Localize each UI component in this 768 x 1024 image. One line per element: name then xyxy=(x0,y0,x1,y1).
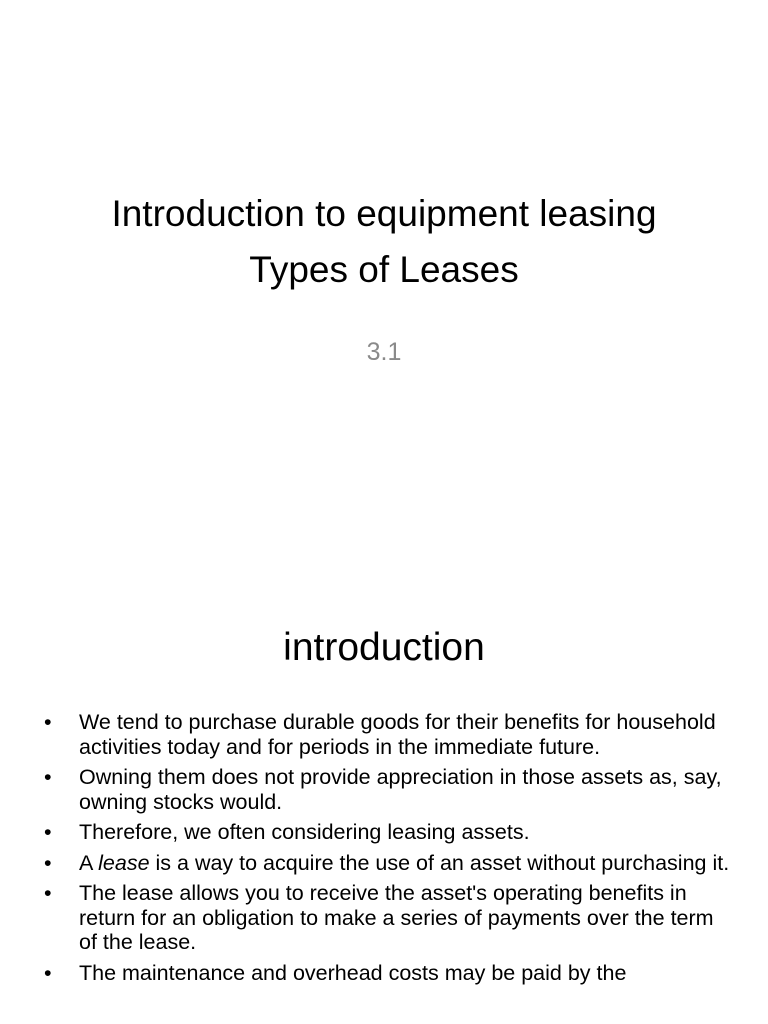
list-item xyxy=(44,710,734,759)
bullet-icon: • xyxy=(44,960,52,985)
bullet-text: The lease allows you to receive the asset's operating benefits in return for an obligation to make a series of payments over the term of the lease. xyxy=(79,881,714,954)
slide-subtitle: 3.1 xyxy=(366,338,402,366)
list-item xyxy=(44,961,734,986)
bullet-icon: • xyxy=(44,765,52,789)
list-item xyxy=(44,820,734,845)
slide-heading: introduction xyxy=(283,626,485,669)
bullet-text-prefix: A xyxy=(79,850,99,875)
bullet-icon: • xyxy=(44,710,52,734)
content-slide xyxy=(0,576,768,1024)
bullet-icon: • xyxy=(44,820,52,844)
bullet-text: The maintenance and overhead costs may be paid by the xyxy=(79,960,627,985)
bullet-text xyxy=(79,851,729,875)
bullet-list xyxy=(44,710,734,991)
list-item xyxy=(44,851,734,876)
list-item xyxy=(44,765,734,814)
bullet-icon: • xyxy=(44,881,52,905)
slide-title: Introduction to equipment leasing Types of Leases xyxy=(111,193,657,290)
bullet-text: Owning them does not provide appreciation in those assets as, say, owning stocks would. xyxy=(79,765,722,814)
list-item xyxy=(44,881,734,955)
bullet-icon: • xyxy=(44,850,52,875)
bullet-text: Therefore, we often considering leasing assets. xyxy=(79,820,530,844)
bullet-text: We tend to purchase durable goods for their benefits for household activities today and for periods in the immediate future. xyxy=(79,710,716,759)
bullet-text-suffix: is a way to acquire the use of an asset without purchasing it. xyxy=(149,850,730,875)
emphasized-term: lease xyxy=(98,850,150,875)
